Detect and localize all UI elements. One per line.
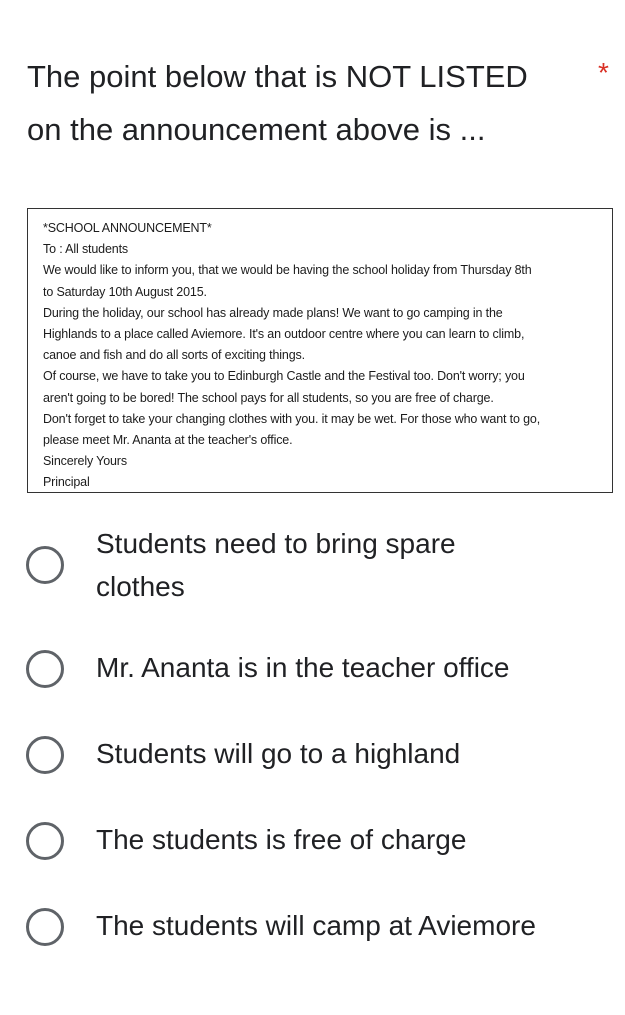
announcement-line: aren't going to be bored! The school pays for all students, so you are free of charge.: [43, 390, 494, 405]
option-highland[interactable]: [26, 732, 616, 776]
announcement-line: Highlands to a place called Aviemore. It's an outdoor centre where you can learn to climb,: [43, 327, 525, 342]
announcement-line: Of course, we have to take you to Edinburgh Castle and the Festival too. Don't worry; you: [43, 369, 525, 384]
option-label-line: clothes: [96, 571, 185, 602]
option-mr-ananta[interactable]: [26, 646, 616, 690]
option-label: The students is free of charge: [96, 824, 467, 855]
question-line-1: The point below that is NOT LISTED: [27, 59, 528, 94]
announcement-line: We would like to inform you, that we would be having the school holiday from Thursday 8th: [43, 263, 532, 278]
radio-button[interactable]: [26, 822, 64, 860]
announcement-line: *SCHOOL ANNOUNCEMENT*: [43, 221, 212, 235]
announcement-image: [27, 208, 613, 493]
radio-button[interactable]: [26, 736, 64, 774]
radio-button[interactable]: [26, 546, 64, 584]
announcement-line: Don't forget to take your changing clothes with you. it may be wet. For those who want to go,: [43, 411, 541, 426]
announcement-line: Sincerely Yours: [43, 454, 127, 469]
announcement-line: To : All students: [43, 242, 128, 257]
option-label: Students will go to a highland: [96, 738, 461, 769]
option-label: Mr. Ananta is in the teacher office: [96, 652, 510, 683]
required-asterisk: *: [598, 57, 609, 88]
option-label-line: Students need to bring spare: [96, 528, 456, 559]
option-free-of-charge[interactable]: [26, 818, 616, 862]
announcement-line: During the holiday, our school has already made plans! We want to go camping in the: [43, 305, 503, 320]
question-text: [27, 50, 587, 156]
option-label: The students will camp at Aviemore: [96, 910, 536, 941]
announcement-line: Principal: [43, 475, 90, 490]
option-camp-aviemore[interactable]: [26, 904, 616, 948]
radio-button[interactable]: [26, 650, 64, 688]
announcement-line: canoe and fish and do all sorts of exciting things.: [43, 348, 305, 363]
option-spare-clothes[interactable]: [26, 526, 616, 612]
announcement-line: please meet Mr. Ananta at the teacher's office.: [43, 433, 293, 448]
radio-button[interactable]: [26, 908, 64, 946]
announcement-line: to Saturday 10th August 2015.: [43, 284, 207, 299]
option-label: [96, 522, 596, 608]
question-line-2: on the announcement above is ...: [27, 112, 486, 147]
